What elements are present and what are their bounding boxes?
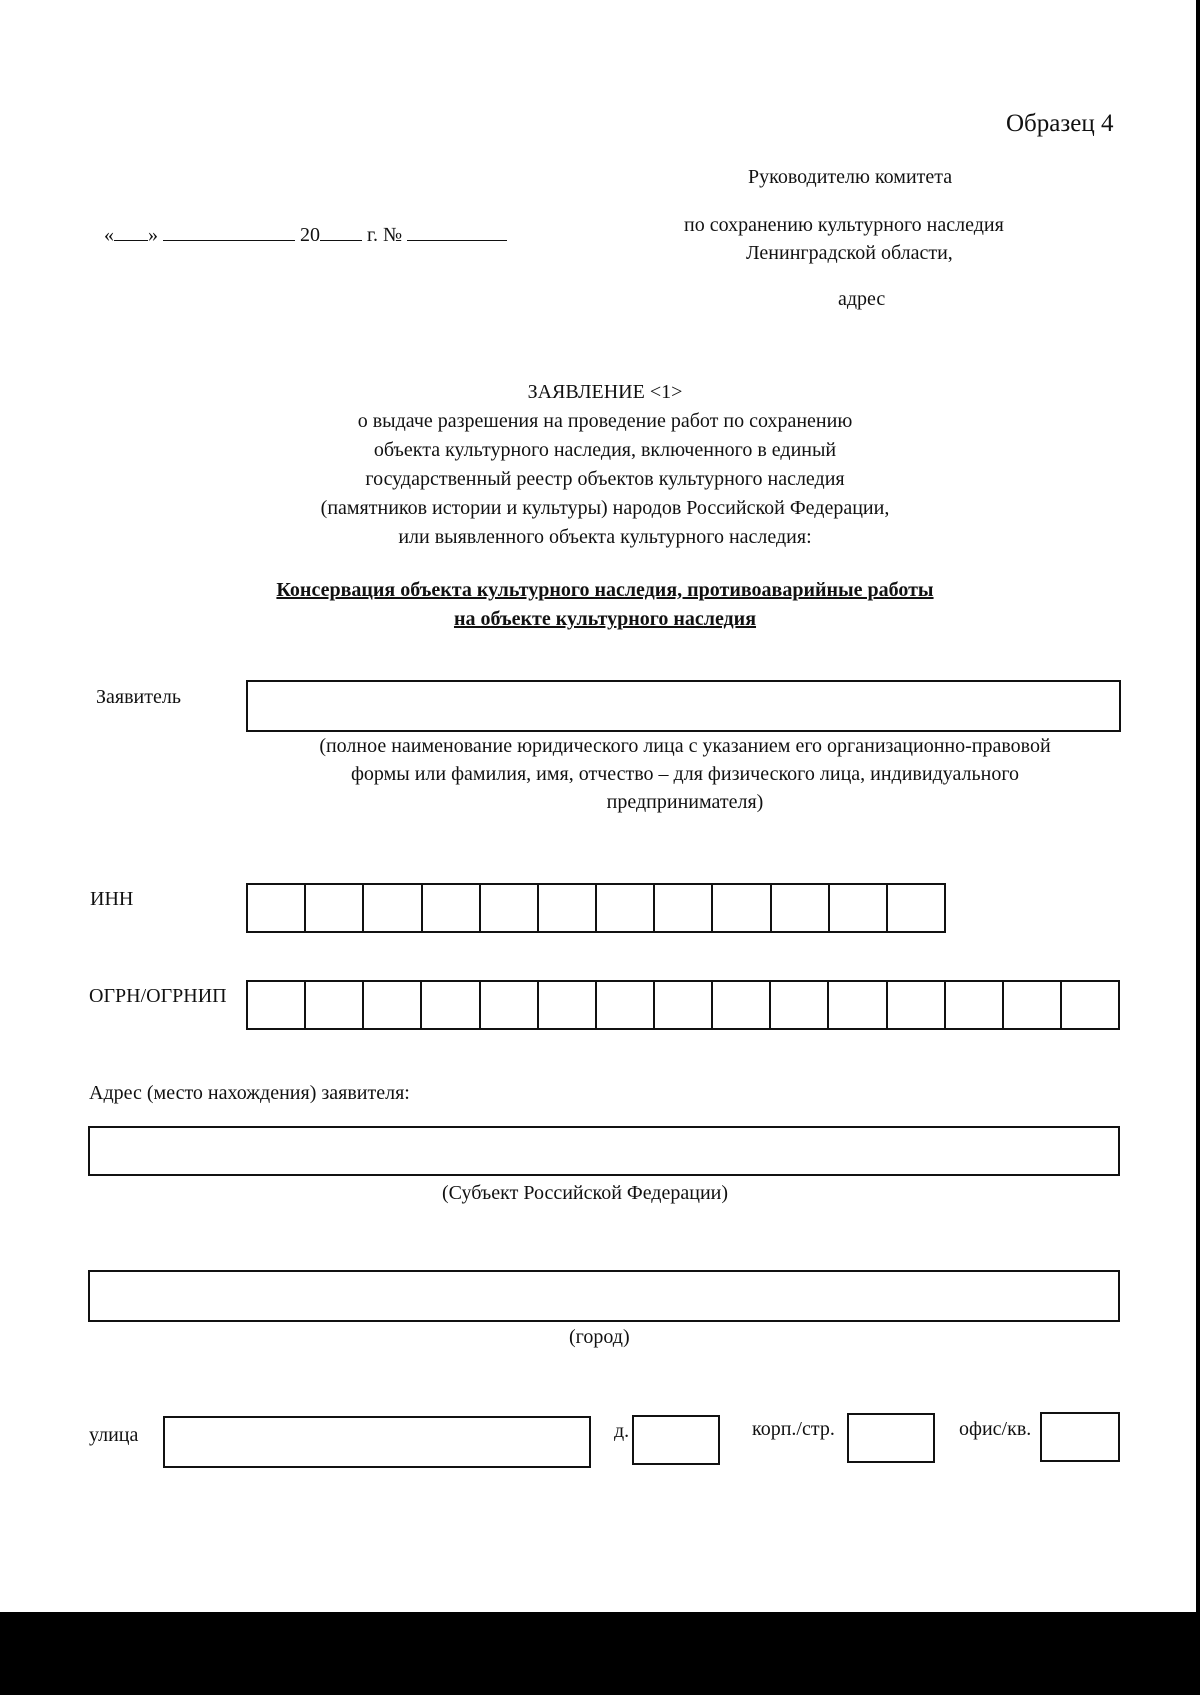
ogrn-digit-cell[interactable] bbox=[306, 982, 364, 1028]
ogrn-digit-cell[interactable] bbox=[364, 982, 422, 1028]
inn-digit-cell[interactable] bbox=[306, 885, 364, 931]
city-field[interactable] bbox=[88, 1270, 1120, 1322]
title-line-4: (памятников истории и культуры) народов Российской Федерации, bbox=[320, 497, 890, 519]
city-hint: (город) bbox=[569, 1326, 630, 1348]
applicant-label: Заявитель bbox=[96, 686, 181, 708]
sample-label: Образец 4 bbox=[1006, 110, 1114, 137]
inn-digit-cell[interactable] bbox=[481, 885, 539, 931]
ogrn-digit-cell[interactable] bbox=[1062, 982, 1118, 1028]
day-field[interactable] bbox=[114, 222, 148, 241]
ogrn-field[interactable] bbox=[246, 980, 1120, 1030]
ogrn-digit-cell[interactable] bbox=[888, 982, 946, 1028]
work-type-title bbox=[200, 576, 1010, 634]
ogrn-digit-cell[interactable] bbox=[422, 982, 480, 1028]
ogrn-digit-cell[interactable] bbox=[946, 982, 1004, 1028]
applicant-hint bbox=[260, 732, 1110, 816]
addressee-line-1: Руководителю комитета bbox=[748, 166, 953, 188]
inn-digit-cell[interactable] bbox=[248, 885, 306, 931]
inn-digit-cell[interactable] bbox=[423, 885, 481, 931]
addressee-line-2: по сохранению культурного наследия bbox=[684, 214, 1004, 236]
inn-label: ИНН bbox=[90, 888, 134, 910]
scan-edge bbox=[1196, 0, 1200, 1612]
street-field[interactable] bbox=[163, 1416, 591, 1468]
ogrn-digit-cell[interactable] bbox=[481, 982, 539, 1028]
ogrn-digit-cell[interactable] bbox=[539, 982, 597, 1028]
ogrn-digit-cell[interactable] bbox=[248, 982, 306, 1028]
office-label: офис/кв. bbox=[959, 1418, 1032, 1440]
inn-digit-cell[interactable] bbox=[713, 885, 771, 931]
applicant-hint-line-2: формы или фамилия, имя, отчество – для физического лица, индивидуального bbox=[350, 763, 1020, 785]
building-field[interactable] bbox=[847, 1413, 935, 1463]
scan-bottom-band bbox=[0, 1612, 1200, 1695]
title-line-1: о выдаче разрешения на проведение работ по сохранению bbox=[357, 410, 853, 432]
inn-digit-cell[interactable] bbox=[597, 885, 655, 931]
work-type-line-2: на объекте культурного наследия bbox=[453, 608, 757, 630]
title-line-5: или выявленного объекта культурного наследия: bbox=[398, 526, 812, 548]
month-field[interactable] bbox=[163, 222, 295, 241]
ogrn-digit-cell[interactable] bbox=[655, 982, 713, 1028]
applicant-hint-line-3: предпринимателя) bbox=[606, 791, 764, 813]
title-heading: ЗАЯВЛЕНИЕ <1> bbox=[527, 381, 683, 403]
inn-digit-cell[interactable] bbox=[539, 885, 597, 931]
building-label: корп./стр. bbox=[752, 1418, 835, 1440]
region-field[interactable] bbox=[88, 1126, 1120, 1176]
title-line-3: государственный реестр объектов культурного наследия bbox=[365, 468, 845, 490]
title-line-2: объекта культурного наследия, включенного в единый bbox=[373, 439, 837, 461]
addressee-line-3: Ленинградской области, bbox=[746, 242, 953, 264]
office-field[interactable] bbox=[1040, 1412, 1120, 1462]
applicant-hint-line-1: (полное наименование юридического лица с указанием его организационно-правовой bbox=[319, 735, 1051, 757]
applicant-field[interactable] bbox=[246, 680, 1121, 732]
inn-field[interactable] bbox=[246, 883, 946, 933]
number-label: г. № bbox=[367, 224, 403, 246]
year-prefix: 20 bbox=[300, 224, 320, 246]
year-field[interactable] bbox=[320, 222, 362, 241]
title-block bbox=[200, 378, 1010, 552]
ogrn-digit-cell[interactable] bbox=[829, 982, 887, 1028]
address-label: Адрес (место нахождения) заявителя: bbox=[89, 1082, 410, 1104]
ogrn-digit-cell[interactable] bbox=[1004, 982, 1062, 1028]
inn-digit-cell[interactable] bbox=[830, 885, 888, 931]
date-open-quote: « bbox=[104, 224, 114, 246]
inn-digit-cell[interactable] bbox=[888, 885, 944, 931]
ogrn-digit-cell[interactable] bbox=[713, 982, 771, 1028]
street-label: улица bbox=[89, 1424, 139, 1446]
date-number-line bbox=[104, 222, 507, 248]
ogrn-digit-cell[interactable] bbox=[597, 982, 655, 1028]
house-field[interactable] bbox=[632, 1415, 720, 1465]
inn-digit-cell[interactable] bbox=[364, 885, 422, 931]
inn-digit-cell[interactable] bbox=[655, 885, 713, 931]
address-label: адрес bbox=[838, 288, 886, 310]
region-hint: (Субъект Российской Федерации) bbox=[442, 1182, 729, 1204]
ogrn-digit-cell[interactable] bbox=[771, 982, 829, 1028]
work-type-line-1: Консервация объекта культурного наследия, противоаварийные работы bbox=[276, 579, 934, 601]
number-field[interactable] bbox=[407, 222, 507, 241]
inn-digit-cell[interactable] bbox=[772, 885, 830, 931]
ogrn-label: ОГРН/ОГРНИП bbox=[89, 985, 227, 1007]
date-close-quote: » bbox=[148, 224, 158, 246]
house-label: д. bbox=[614, 1420, 630, 1442]
